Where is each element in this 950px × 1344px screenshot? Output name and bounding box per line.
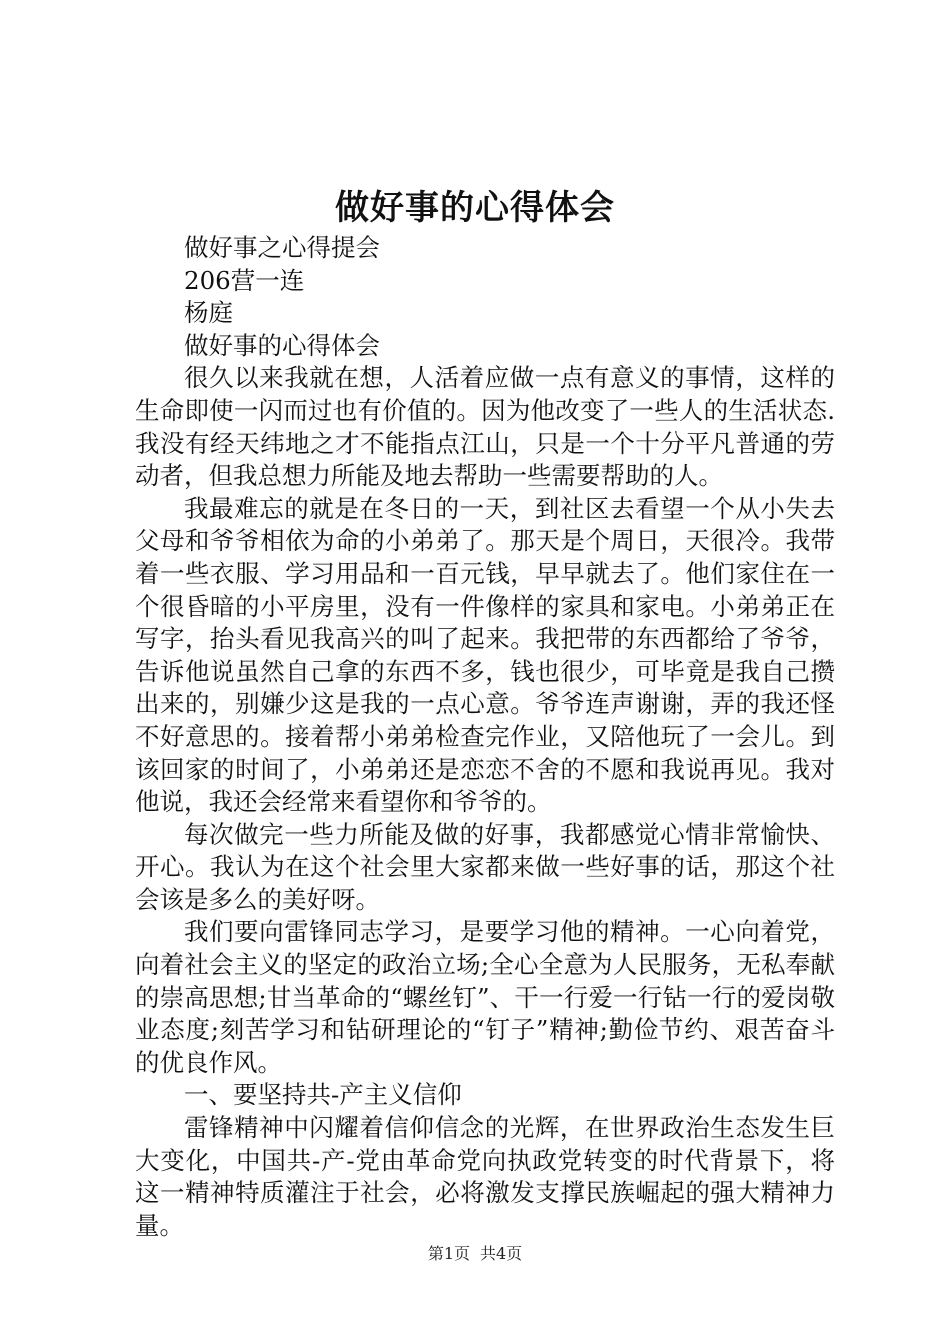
paragraph: 每次做完一些力所能及做的好事，我都感觉心情非常愉快、开心。我认为在这个社会里大家都来做一些好事的话，那这个社会该是多么的美好呀。 <box>135 819 835 914</box>
page-footer <box>0 1243 950 1265</box>
section-heading: 一、要坚持共-产主义信仰 <box>184 1080 462 1110</box>
subtitle-line: 做好事之心得提会 <box>184 233 380 262</box>
paragraph: 我最难忘的就是在冬日的一天，到社区去看望一个从小失去父母和爷爷相依为命的小弟弟了。那天是个周日，天很冷。我带着一些衣服、学习用品和一百元钱，早早就去了。他们家住在一个很昏暗的小平房里，没有一件像样的家具和家电。小弟弟正在写字，抬头看见我高兴的叫了起来。我把带的东西都给了爷爷，告诉他说虽然自己拿的东西不多，钱也很少，可毕竟是我自己攒出来的，别嫌少这是我的一点心意。爷爷连声谢谢，弄的我还怪不好意思的。接着帮小弟弟检查完作业，又陪他玩了一会儿。到该回家的时间了，小弟弟还是恋恋不舍的不愿和我说再见。我对他说，我还会经常来看望你和爷爷的。 <box>135 493 835 817</box>
author-line: 杨庭 <box>184 298 233 328</box>
page-number: 第1页 <box>427 1244 470 1263</box>
paragraph: 我们要向雷锋同志学习，是要学习他的精神。一心向着党，向着社会主义的坚定的政治立场;全心全意为人民服务，无私奉献的崇高思想;甘当革命的“螺丝钉”、干一行爱一行钻一行的爱岗敬业态度;刻苦学习和钻研理论的“钉子”精神;勤俭节约、艰苦奋斗的优良作风。 <box>135 917 835 1077</box>
paragraph: 雷锋精神中闪耀着信仰信念的光辉，在世界政治生态发生巨大变化，中国共-产-党由革命党向执政党转变的时代背景下，将这一精神特质灌注于社会，必将激发支撑民族崛起的强大精神力量。 <box>135 1113 835 1240</box>
unit-line: 206营一连 <box>184 265 305 295</box>
paragraph: 很久以来我就在想，人活着应做一点有意义的事情，这样的生命即使一闪而过也有价值的。因为他改变了一些人的生活状态.我没有经天纬地之才不能指点江山，只是一个十分平凡普通的劳动者，但我总想力所能及地去帮助一些需要帮助的人。 <box>135 363 835 491</box>
heading-line: 做好事的心得体会 <box>184 330 380 360</box>
document-body <box>135 232 835 1242</box>
document-title: 做好事的心得体会 <box>335 188 615 228</box>
page-total: 共4页 <box>480 1244 523 1263</box>
